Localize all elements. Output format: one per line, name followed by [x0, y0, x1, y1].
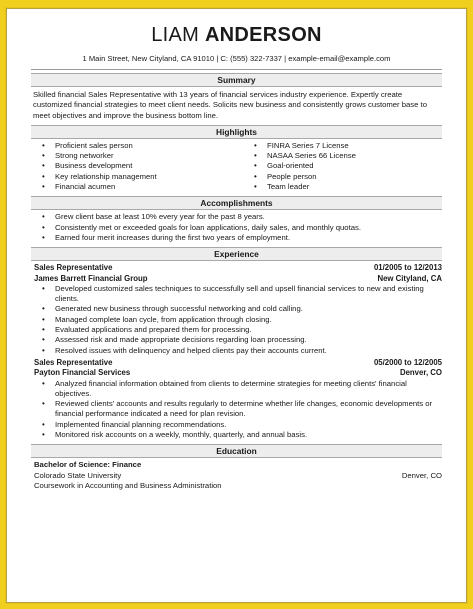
job-duty-item: • Generated new business through successful networking and cold calling. — [31, 304, 442, 314]
school-row — [31, 471, 442, 481]
job-duty-item: • Implemented financial planning recommendations. — [31, 420, 442, 430]
job-company: Payton Financial Services — [34, 368, 131, 378]
job-company: James Barrett Financial Group — [34, 273, 148, 283]
job-dates: 01/2005 to 12/2013 — [373, 263, 442, 273]
resume-page — [6, 8, 467, 603]
job-entry — [31, 358, 442, 440]
highlights-left-list — [31, 141, 243, 192]
highlight-item: • Business development — [31, 161, 243, 171]
job-location: New Cityland, CA — [377, 273, 442, 283]
accomplishment-item: • Earned four merit increases during the first two years of employment. — [31, 233, 442, 243]
highlight-item: • Goal-oriented — [243, 161, 442, 171]
job-duty-item: • Resolved issues with delinquency and helped clients pay their accounts current. — [31, 346, 442, 356]
job-title: Sales Representative — [34, 357, 113, 367]
highlight-item: • Financial acumen — [31, 182, 243, 192]
school-location: Denver, CO — [401, 470, 442, 480]
contact-divider — [31, 69, 442, 70]
highlight-item: • NASAA Series 66 License — [243, 151, 442, 161]
last-name: ANDERSON — [204, 24, 322, 46]
job-title: Sales Representative — [34, 263, 113, 273]
highlights-columns — [31, 141, 442, 192]
education-entry — [31, 460, 442, 491]
resume-name — [7, 23, 466, 47]
highlights-heading: Highlights — [31, 125, 442, 139]
summary-text: Skilled financial Sales Representative with 13 years of financial services industry experience. Expertly create customized financial strategies to meet client needs. Solicits new business and consistently grows customer base to meet objectives and improve the business bottom line. — [33, 90, 427, 120]
job-duties-list — [31, 284, 442, 356]
job-duty-item: • Assessed risk and made appropriate decisions regarding loan processing. — [31, 335, 442, 345]
job-duty-item: • Monitored risk accounts on a weekly, monthly, quarterly, and annual basis. — [31, 430, 442, 440]
job-entry — [31, 263, 442, 356]
highlight-item: • FINRA Series 7 License — [243, 141, 442, 151]
highlight-item: • Key relationship management — [31, 172, 243, 182]
highlight-item: • Strong networker — [31, 151, 243, 161]
job-duty-item: • Reviewed clients' accounts and results regularly to determine whether life changes, economic developments or financial performance indicated a need for plan revision. — [31, 399, 442, 420]
school: Colorado State University — [34, 470, 122, 480]
coursework: Coursework in Accounting and Business Administration — [34, 480, 222, 490]
accomplishment-item: • Grew client base at least 10% every year for the past 8 years. — [31, 212, 442, 222]
highlight-item: • People person — [243, 172, 442, 182]
summary-heading: Summary — [31, 73, 442, 87]
job-duty-item: • Analyzed financial information obtained from clients to determine strategies for meeting clients' financial objectives. — [31, 379, 442, 400]
first-name: LIAM — [151, 24, 200, 46]
degree: Bachelor of Science: Finance — [34, 460, 142, 470]
job-duties-list — [31, 379, 442, 441]
accomplishments-list — [31, 212, 442, 243]
job-company-row — [31, 368, 442, 378]
experience-heading: Experience — [31, 247, 442, 261]
job-title-row — [31, 358, 442, 368]
highlight-item: • Team leader — [243, 182, 442, 192]
contact-line: 1 Main Street, New Cityland, CA 91010 | C: (555) 322-7337 | example-email@example.com — [82, 54, 391, 63]
job-duty-item: • Developed customized sales techniques to successfully sell and upsell financial services to new and existing clients. — [31, 284, 442, 305]
accomplishment-item: • Consistently met or exceeded goals for loan applications, daily sales, and monthly quotas. — [31, 223, 442, 233]
job-duty-item: • Evaluated applications and prepared them for processing. — [31, 325, 442, 335]
job-location: Denver, CO — [399, 368, 442, 378]
education-heading: Education — [31, 444, 442, 458]
degree-row — [31, 460, 442, 470]
job-title-row — [31, 263, 442, 273]
highlight-item: • Proficient sales person — [31, 141, 243, 151]
coursework-row — [31, 481, 442, 491]
job-duty-item: • Managed complete loan cycle, from application through closing. — [31, 315, 442, 325]
job-dates: 05/2000 to 12/2005 — [373, 357, 442, 367]
job-company-row — [31, 274, 442, 284]
accomplishments-heading: Accomplishments — [31, 196, 442, 210]
highlights-right-list — [243, 141, 442, 192]
